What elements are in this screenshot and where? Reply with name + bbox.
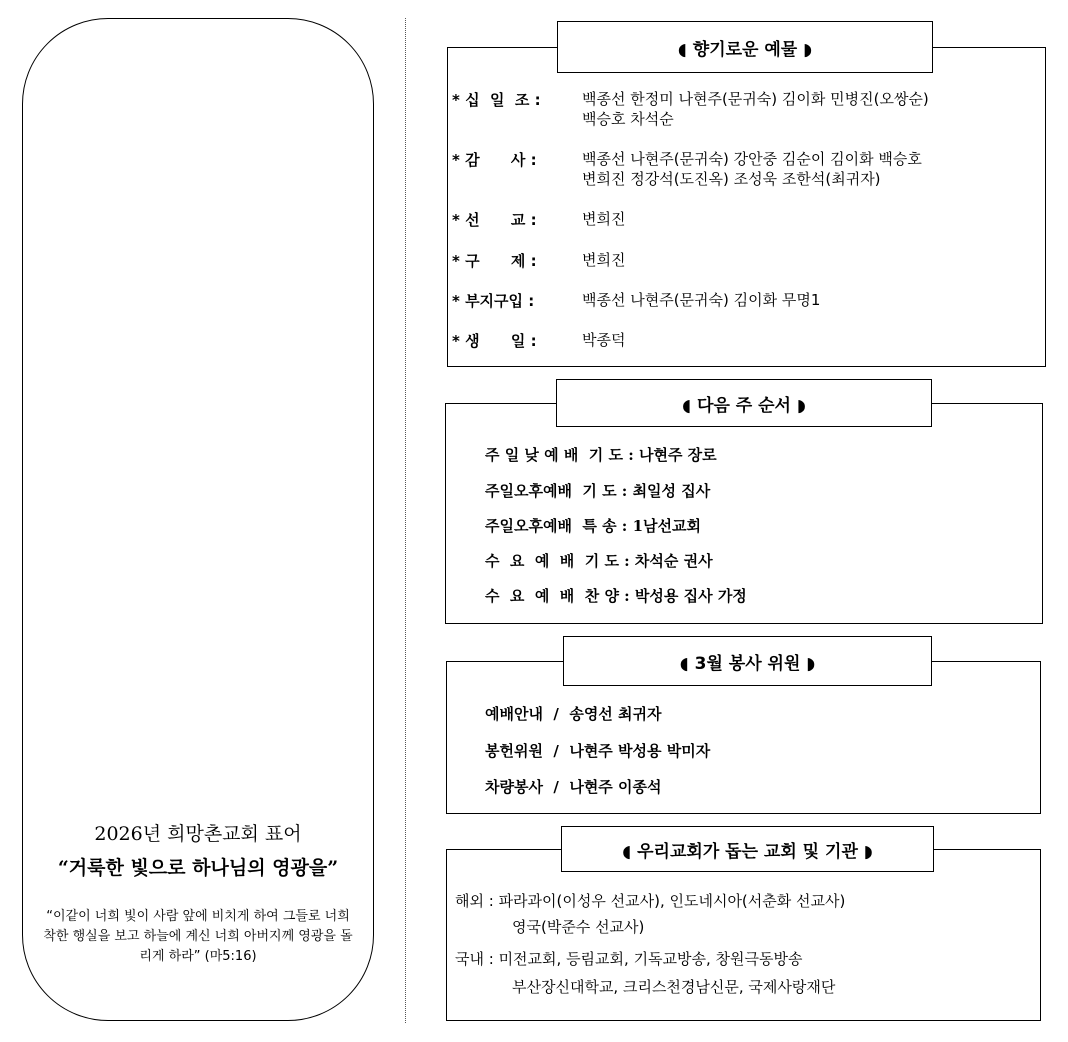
- motto-year-line: 2026년 희망촌교회 표어: [94, 823, 302, 845]
- offering-label: * 십 일 조 :: [452, 91, 541, 109]
- offering-names-line: 백종선 나현주(문귀숙) 김이화 무명1: [582, 291, 821, 309]
- offering-names-line: 백승호 차석순: [582, 110, 674, 128]
- offering-label: * 구 제 :: [452, 252, 537, 270]
- motto-panel: [22, 18, 374, 1021]
- next-week-item: 주 일 낮 예 배 기 도 : 나현주 장로: [485, 446, 717, 464]
- motto-title: “거룩한 빛으로 하나님의 영광을”: [57, 857, 339, 879]
- offering-label: * 선 교 :: [452, 211, 537, 229]
- offering-names: [582, 250, 625, 270]
- motto-verse: “이같이 너희 빛이 사람 앞에 비치게 하여 그들로 너희 착한 행실을 보고 하늘에 계신 너희 아버지께 영광을 돌리게 하라” (마5:16): [43, 909, 353, 964]
- next-week-title: ◖ 다음 주 순서 ◗: [556, 379, 932, 427]
- offering-names-line: 백종선 한정미 나현주(문귀숙) 김이화 민병진(오쌍순): [582, 90, 929, 108]
- offering-names-line: 변희진: [582, 251, 626, 269]
- supported-line: 영국(박준수 선교사): [512, 918, 645, 936]
- march-service-item: 차량봉사 / 나현주 이종석: [485, 778, 662, 796]
- march-service-item: 봉헌위원 / 나현주 박성용 박미자: [485, 742, 711, 760]
- supported-line: 국내 : 미전교회, 등림교회, 기독교방송, 창원극동방송: [455, 950, 803, 968]
- next-week-item: 주일오후예배 기 도 : 최일성 집사: [485, 482, 711, 500]
- march-service-item: 예배안내 / 송영선 최귀자: [485, 705, 662, 723]
- offering-label: * 부지구입 :: [452, 292, 535, 310]
- supported-title: ◖ 우리교회가 돕는 교회 및 기관 ◗: [561, 826, 934, 872]
- offerings-title: ◖ 향기로운 예물 ◗: [557, 21, 933, 73]
- offering-names: [582, 330, 625, 350]
- next-week-item: 수 요 예 배 찬 양 : 박성용 집사 가정: [485, 587, 747, 605]
- offering-names-line: 변희진 정강석(도진옥) 조성욱 조한석(최귀자): [582, 170, 881, 188]
- march-service-title: ◖ 3월 봉사 위원 ◗: [563, 636, 932, 686]
- offering-names-line: 박종덕: [582, 331, 626, 349]
- offering-names: [582, 149, 922, 189]
- offering-names-line: 변희진: [582, 210, 626, 228]
- offering-names-line: 백종선 나현주(문귀숙) 강안중 김순이 김이화 백승호: [582, 150, 922, 168]
- offering-label: * 생 일 :: [452, 332, 537, 350]
- offering-label: * 감 사 :: [452, 151, 537, 169]
- offering-names: [582, 89, 929, 129]
- supported-line: 해외 : 파라과이(이성우 선교사), 인도네시아(서춘화 선교사): [455, 892, 846, 910]
- offering-names: [582, 209, 625, 229]
- next-week-item: 수 요 예 배 기 도 : 차석순 권사: [485, 552, 713, 570]
- supported-line: 부산장신대학교, 크리스천경남신문, 국제사랑재단: [512, 978, 836, 996]
- next-week-item: 주일오후예배 특 송 : 1남선교회: [485, 517, 701, 535]
- offering-names: [582, 290, 820, 310]
- fold-divider: [405, 18, 406, 1023]
